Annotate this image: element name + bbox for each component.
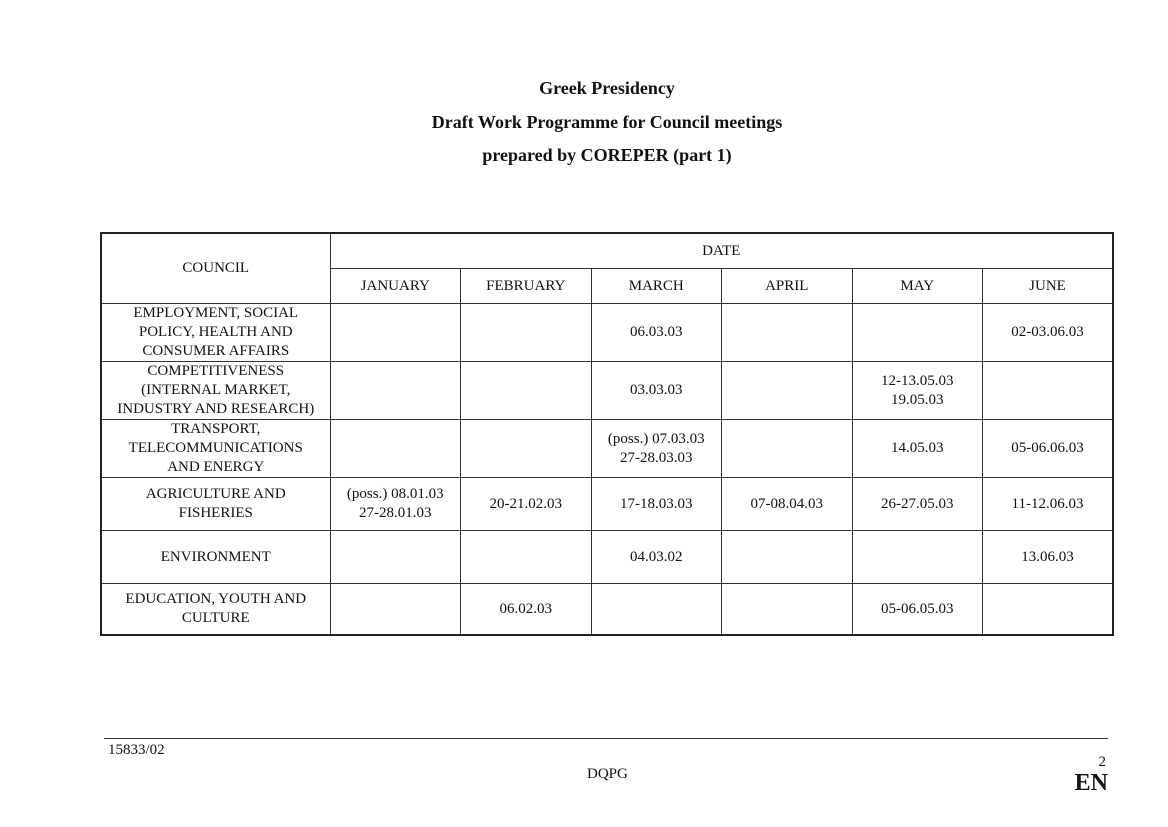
date-cell-march: [591, 531, 722, 584]
meeting-date: 13.06.03: [1021, 548, 1074, 565]
month-header-march: MARCH: [591, 269, 722, 304]
date-cell-march: [591, 584, 722, 636]
month-header-april: APRIL: [722, 269, 853, 304]
council-name: [101, 531, 330, 584]
month-header-may: MAY: [852, 269, 983, 304]
table-row: [101, 420, 1113, 478]
meeting-date: 04.03.02: [630, 548, 683, 565]
date-cell-june: [983, 362, 1114, 420]
council-name-line: (INTERNAL MARKET,: [141, 382, 291, 398]
page-number: 2: [1098, 754, 1106, 770]
date-cell-may: [852, 478, 983, 531]
date-cell-june: [983, 478, 1114, 531]
council-column-header: COUNCIL: [101, 233, 330, 304]
month-header-june: JUNE: [983, 269, 1114, 304]
date-cell-march: [591, 420, 722, 478]
meeting-date: 03.03.03: [630, 382, 683, 398]
date-cell-february: [461, 478, 592, 531]
footer-divider: [104, 738, 1108, 739]
council-meetings-table: [100, 232, 1114, 636]
date-cell-january: [330, 420, 461, 478]
meeting-date: 12-13.05.03: [881, 372, 954, 389]
date-cell-april: [722, 584, 853, 636]
date-cell-march: [591, 362, 722, 420]
date-cell-may: [852, 304, 983, 362]
date-cell-march: [591, 304, 722, 362]
date-cell-april: [722, 531, 853, 584]
date-cell-january: [330, 362, 461, 420]
department-code: DQPG: [587, 766, 628, 782]
date-cell-june: [983, 420, 1114, 478]
council-name: [101, 362, 330, 420]
language-code: EN: [1074, 770, 1108, 796]
meeting-date: 06.03.03: [630, 324, 683, 340]
date-cell-april: [722, 362, 853, 420]
council-name: [101, 304, 330, 362]
council-name-line: AND ENERGY: [167, 459, 265, 475]
table-row: [101, 304, 1113, 362]
date-cell-april: [722, 478, 853, 531]
meeting-date: 26-27.05.03: [881, 495, 954, 512]
meeting-date: 05-06.06.03: [1011, 440, 1084, 456]
council-name-line: CONSUMER AFFAIRS: [142, 343, 290, 359]
date-cell-march: [591, 478, 722, 531]
date-cell-january: [330, 531, 461, 584]
date-cell-june: [983, 584, 1114, 636]
meeting-date: 19.05.03: [891, 391, 944, 408]
date-cell-april: [722, 304, 853, 362]
meeting-date: 07-08.04.03: [750, 495, 823, 512]
date-cell-february: [461, 420, 592, 478]
council-name-line: INDUSTRY AND RESEARCH): [117, 401, 315, 417]
date-cell-february: [461, 362, 592, 420]
council-name: [101, 420, 330, 478]
meeting-date: 27-28.01.03: [359, 505, 432, 521]
council-name-line: POLICY, HEALTH AND: [138, 324, 293, 340]
document-subtitle-2: prepared by COREPER (part 1): [482, 145, 732, 165]
table-row: [101, 362, 1113, 420]
council-name-line: EMPLOYMENT, SOCIAL: [133, 305, 299, 321]
meeting-date: 11-12.06.03: [1011, 495, 1084, 512]
council-name-line: COMPETITIVENESS: [147, 363, 285, 379]
table-row: [101, 531, 1113, 584]
date-cell-february: [461, 304, 592, 362]
month-header-january: JANUARY: [330, 269, 461, 304]
month-header-february: FEBRUARY: [461, 269, 592, 304]
meeting-date: 06.02.03: [499, 600, 552, 617]
date-cell-may: [852, 362, 983, 420]
meeting-date: 14.05.03: [891, 440, 944, 456]
meeting-date: 02-03.06.03: [1011, 324, 1084, 340]
date-cell-january: [330, 478, 461, 531]
table-row: [101, 584, 1113, 636]
document-number: 15833/02: [108, 742, 165, 758]
meeting-date: 27-28.03.03: [620, 449, 693, 466]
meeting-date: (poss.) 07.03.03: [607, 430, 705, 447]
document-title: Greek Presidency: [539, 78, 675, 98]
meeting-date: 17-18.03.03: [620, 495, 693, 512]
date-cell-may: [852, 531, 983, 584]
meeting-date: 20-21.02.03: [489, 495, 562, 512]
date-cell-january: [330, 584, 461, 636]
meeting-date: 05-06.05.03: [881, 600, 954, 617]
council-name-line: ENVIRONMENT: [160, 548, 271, 565]
date-cell-june: [983, 304, 1114, 362]
date-cell-january: [330, 304, 461, 362]
council-name-line: TELECOMMUNICATIONS: [128, 440, 303, 456]
document-subtitle: Draft Work Programme for Council meetings: [431, 112, 783, 132]
date-cell-april: [722, 420, 853, 478]
date-cell-february: [461, 584, 592, 636]
council-name: [101, 584, 330, 636]
table-row: [101, 478, 1113, 531]
council-name-line: CULTURE: [181, 610, 250, 626]
council-name: [101, 478, 330, 531]
date-cell-june: [983, 531, 1114, 584]
council-name-line: AGRICULTURE AND: [145, 486, 286, 502]
council-name-line: TRANSPORT,: [171, 421, 261, 437]
date-cell-may: [852, 584, 983, 636]
council-name-line: EDUCATION, YOUTH AND: [125, 591, 307, 607]
date-column-header: DATE: [330, 233, 1113, 269]
meeting-date: (poss.) 08.01.03: [346, 486, 444, 502]
date-cell-may: [852, 420, 983, 478]
date-cell-february: [461, 531, 592, 584]
council-name-line: FISHERIES: [178, 505, 253, 521]
